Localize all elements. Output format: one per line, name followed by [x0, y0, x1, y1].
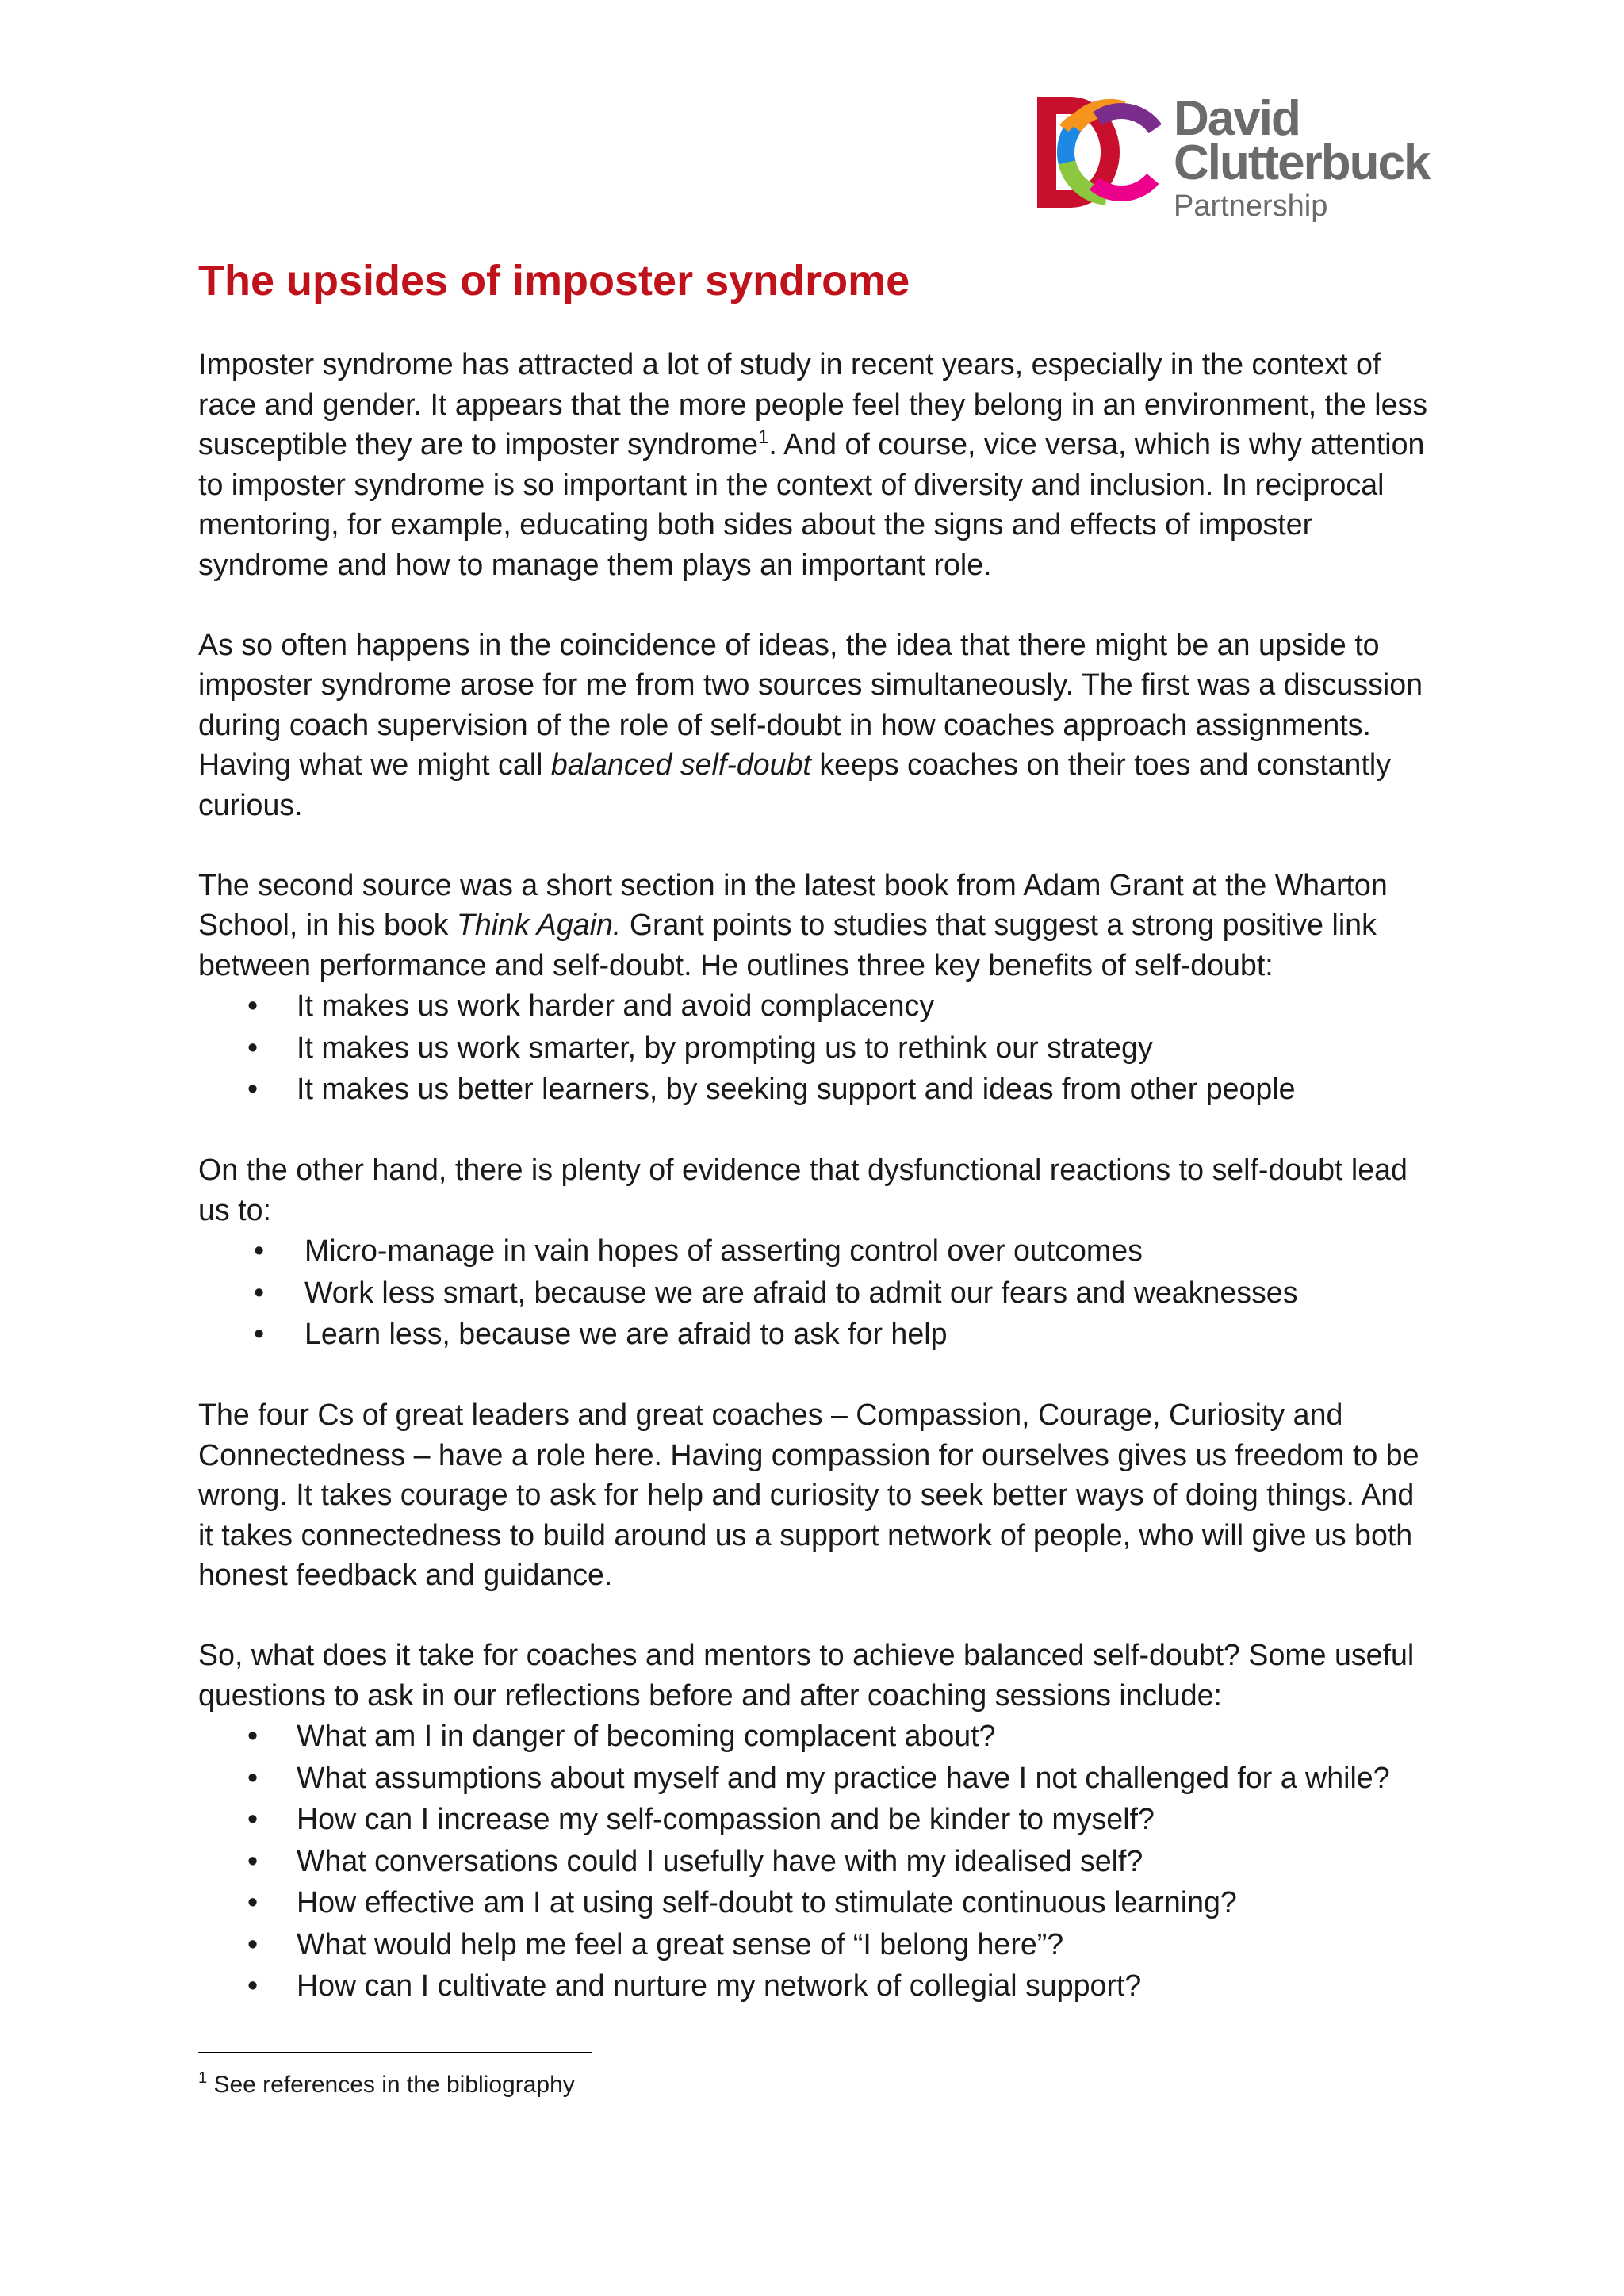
dysfunctions-list — [198, 1230, 1435, 1355]
paragraph-2-text: As so often happens in the coincidence of ideas, the idea that there might be an upside to imposter syndrome arose for me from two sources simultaneously. The first was a discussion during coach supervision of the role of self-doubt in how coaches approach assignments. Having what we might call — [198, 627, 1423, 781]
footnote-divider — [198, 2052, 592, 2053]
footnote — [198, 2069, 575, 2101]
paragraph-5: The four Cs of great leaders and great coaches – Compassion, Courage, Curiosity and Connectedness – have a role here. Having compassion for ourselves gives us freedom to be wrong. It takes courage to ask for help and curiosity to seek better ways of doing things. And it takes connectedness to build around us a support network of people, who will give us both honest feedback and guidance. — [198, 1398, 1419, 1591]
paragraph-3-text: The second source was a short section in the latest book from Adam Grant at the Wharton School, in his book — [198, 867, 1388, 941]
book-title: Think Again. — [456, 908, 622, 941]
paragraph-2-text-cont: keeps coaches on their toes and constantly curious. — [198, 748, 1392, 821]
list-item: • How effective am I at using self-doubt to stimulate continuous learning? — [198, 1881, 1435, 1923]
page-title: The upsides of imposter syndrome — [198, 257, 910, 304]
paragraph-1 — [198, 344, 1435, 584]
list-item: • What would help me feel a great sense of “I belong here”? — [198, 1923, 1435, 1965]
paragraph-6: So, what does it take for coaches and mentors to achieve balanced self-doubt? Some useful questions to ask in our reflections before and after coaching sessions include: — [198, 1638, 1415, 1712]
list-item: • What am I in danger of becoming complacent about? — [198, 1715, 1435, 1757]
list-item: • Micro-manage in vain hopes of asserting control over outcomes — [198, 1230, 1435, 1272]
logo-text-clutterbuck: Clutterbuck — [1174, 136, 1430, 190]
logo-text-david: David — [1174, 91, 1300, 146]
paragraph-1-text: Imposter syndrome has attracted a lot of study in recent years, especially in the context of race and gender. It appears that the more people feel they belong in an environment, the less susceptible they are to imposter syndrome — [198, 347, 1428, 461]
paragraph-3 — [198, 865, 1435, 985]
document-body — [198, 251, 1435, 2007]
list-item: • What assumptions about myself and my practice have I not challenged for a while? — [198, 1757, 1435, 1799]
paragraph-2 — [198, 625, 1435, 825]
footnote-text: See references in the bibliography — [207, 2072, 575, 2098]
paragraph-1-text-cont: . And of course, vice versa, which is why attention to imposter syndrome is so important in the context of diversity and inclusion. In reciprocal mentoring, for example, educating both sides about the signs and effects of imposter syndrome and how to manage them plays an important role. — [198, 427, 1425, 581]
list-item: • How can I increase my self-compassion and be kinder to myself? — [198, 1798, 1435, 1840]
paragraph-4: On the other hand, there is plenty of evidence that dysfunctional reactions to self-doubt lead us to: — [198, 1153, 1408, 1226]
list-item: • It makes us better learners, by seeking support and ideas from other people — [198, 1068, 1435, 1110]
list-item: • What conversations could I usefully have with my idealised self? — [198, 1840, 1435, 1882]
list-item: • Learn less, because we are afraid to ask for help — [198, 1313, 1435, 1355]
italic-term: balanced self-doubt — [550, 748, 811, 781]
footnote-ref[interactable]: 1 — [757, 427, 769, 448]
dc-monogram-icon — [1037, 97, 1164, 208]
company-logo — [1037, 91, 1450, 223]
paragraph-3-text-cont: Grant points to studies that suggest a strong positive link between performance and self-doubt. He outlines three key benefits of self-doubt: — [198, 908, 1377, 982]
list-item: • It makes us work harder and avoid complacency — [198, 985, 1435, 1027]
benefits-list — [198, 985, 1435, 1110]
list-item: • How can I cultivate and nurture my network of collegial support? — [198, 1965, 1435, 2007]
questions-list — [198, 1715, 1435, 2007]
list-item: • Work less smart, because we are afraid to admit our fears and weaknesses — [198, 1272, 1435, 1314]
logo-wordmark — [1174, 91, 1430, 224]
list-item: • It makes us work smarter, by prompting us to rethink our strategy — [198, 1027, 1435, 1069]
footnote-number: 1 — [198, 2069, 208, 2087]
logo-text-partnership: Partnership — [1174, 189, 1328, 223]
